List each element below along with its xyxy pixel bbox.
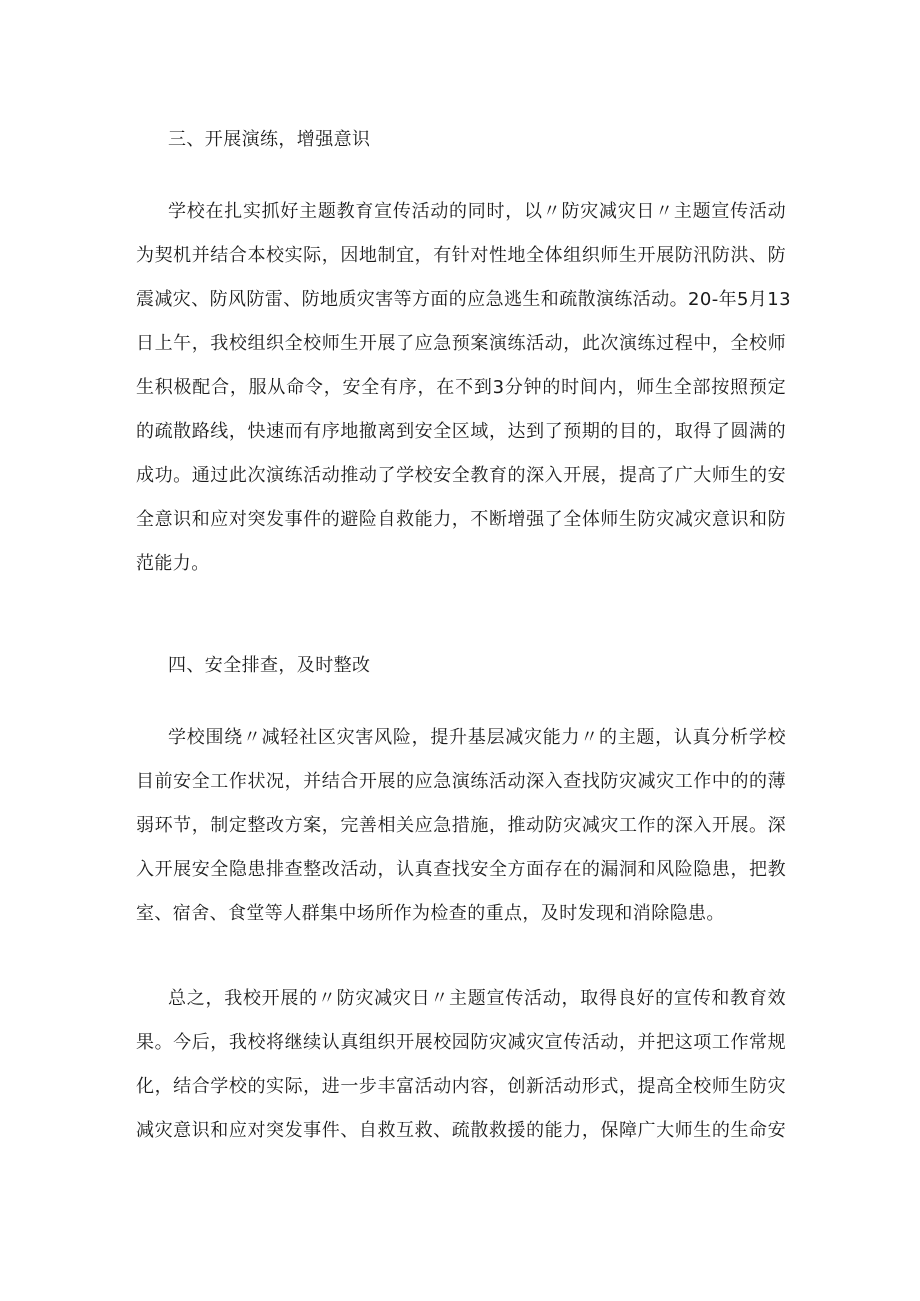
paragraph-line: 室、宿舍、食堂等人群集中场所作为检查的重点，及时发现和消除隐患。 [136,903,725,924]
paragraph-line: 入开展安全隐患排查整改活动，认真查找安全方面存在的漏洞和风险隐患，把教 [136,859,786,880]
paragraph-line: 成功。通过此次演练活动推动了学校安全教育的深入开展，提高了广大师生的安 [136,465,786,486]
paragraph-line: 果。今后，我校将继续认真组织开展校园防灾减灾宣传活动，并把这项工作常规 [136,1032,786,1053]
section-3-heading: 三、开展演练，增强意识 [168,129,371,150]
paragraph-line: 生积极配合，服从命令，安全有序，在不到3分钟的时间内，师生全部按照预定 [136,377,786,398]
section-3-paragraph [136,200,791,596]
paragraph-line: 减灾意识和应对突发事件、自救互救、疏散救援的能力，保障广大师生的生命安 [136,1120,786,1141]
paragraph-line: 目前安全工作状况，并结合开展的应急演练活动深入查找防灾减灾工作中的的薄 [136,771,786,792]
paragraph-line: 范能力。 [136,553,210,574]
paragraph-line: 弱环节，制定整改方案，完善相关应急措施，推动防灾减灾工作的深入开展。深 [136,815,786,836]
conclusion-paragraph [136,987,786,1163]
paragraph-line: 总之，我校开展的〃防灾减灾日〃主题宣传活动，取得良好的宣传和教育效 [168,988,786,1009]
paragraph-line: 为契机并结合本校实际，因地制宜，有针对性地全体组织师生开展防汛防洪、防 [136,245,786,266]
paragraph-line: 震减灾、防风防雷、防地质灾害等方面的应急逃生和疏散演练活动。20-年5月13 [136,289,791,310]
paragraph-line: 学校围绕〃减轻社区灾害风险，提升基层减灾能力〃的主题，认真分析学校 [168,727,786,748]
paragraph-line: 学校在扎实抓好主题教育宣传活动的同时，以〃防灾减灾日〃主题宣传活动 [168,201,786,222]
paragraph-line: 日上午，我校组织全校师生开展了应急预案演练活动，此次演练过程中，全校师 [136,333,786,354]
section-4-heading: 四、安全排查，及时整改 [168,655,371,676]
section-4-paragraph [136,726,786,946]
paragraph-line: 化，结合学校的实际，进一步丰富活动内容，创新活动形式，提高全校师生防灾 [136,1076,786,1097]
paragraph-line: 全意识和应对突发事件的避险自救能力，不断增强了全体师生防灾减灾意识和防 [136,509,786,530]
paragraph-line: 的疏散路线，快速而有序地撤离到安全区域，达到了预期的目的，取得了圆满的 [136,421,786,442]
